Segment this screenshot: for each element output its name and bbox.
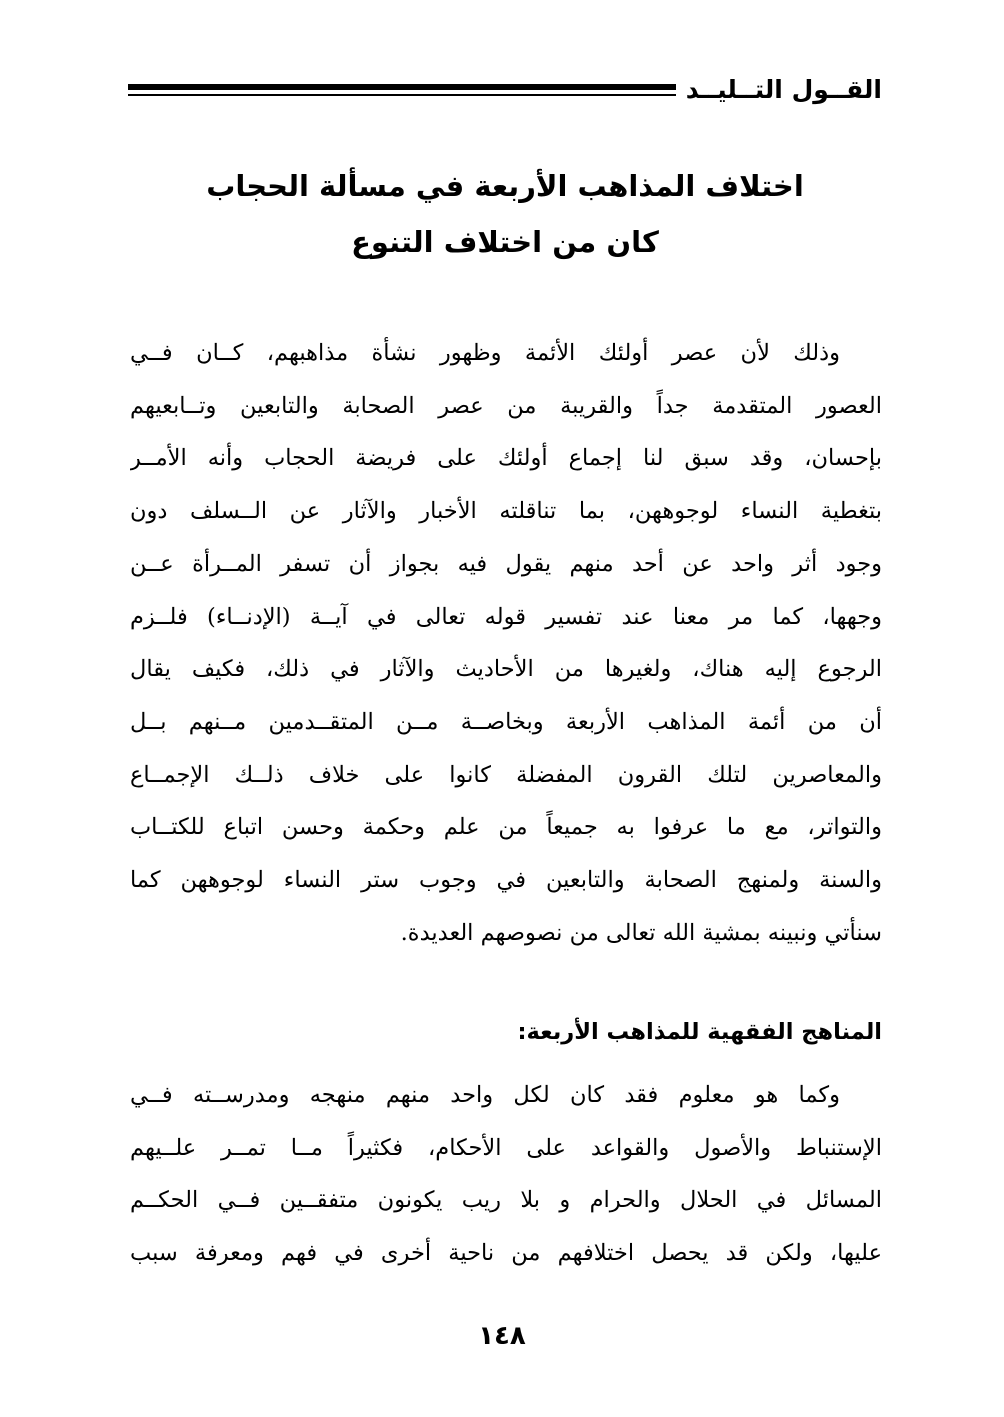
paragraph-line: والتواتر، مع ما عرفوا به جميعاً من علم وحكمة وحسن اتباع للكتــاب <box>130 814 882 841</box>
paragraph-line: الرجوع إليه هناك، ولغيرها من الأحاديث والآثار في ذلك، فكيف يقال <box>130 656 882 683</box>
running-title: القــول التــليــد <box>685 75 882 104</box>
chapter-title-line-1: اختلاف المذاهب الأربعة في مسألة الحجاب <box>206 169 804 203</box>
paragraph-line: وكما هو معلوم فقد كان لكل واحد منهم منهجه ومدرســته فــي <box>130 1082 840 1108</box>
header-rule-thick <box>128 84 676 90</box>
paragraph-line: وذلك لأن عصر أولئك الأئمة وظهور نشأة مذاهبهم، كــان فــي <box>130 340 840 366</box>
paragraph-line: وجود أثر واحد عن أحد منهم يقول فيه بجواز أن تسفر المــرأة عــن <box>130 550 882 577</box>
chapter-title <box>128 158 882 270</box>
paragraph-line: والمعاصرين لتلك القرون المفضلة كانوا على خلاف ذلــك الإجمــاع <box>130 761 882 788</box>
paragraph-line: الإستنباط والأصول والقواعد على الأحكام، فكثيراً مــا تمــر علــيهم <box>130 1134 882 1161</box>
chapter-title-line-2: كان من اختلاف التنوع <box>351 225 659 259</box>
paragraph-2 <box>130 1069 882 1280</box>
paragraph-line: المسائل في الحلال والحرام و بلا ريب يكونون متفقــين فــي الحكــم <box>130 1187 882 1214</box>
page-number: ١٤٨ <box>478 1321 526 1351</box>
paragraph-line: وجهها، كما مر معنا عند تفسير قوله تعالى في آيــة (الإدنــاء) فلــزم <box>130 603 882 630</box>
paragraph-line: أن من أئمة المذاهب الأربعة وبخاصــة مــن المتقــدمين مــنهم بــل <box>130 708 882 735</box>
header-rule-thin <box>128 94 676 96</box>
section-heading: المناهج الفقهية للمذاهب الأربعة: <box>517 1019 882 1045</box>
paragraph-line: العصور المتقدمة جداً والقريبة من عصر الصحابة والتابعين وتــابعيهم <box>130 392 882 419</box>
paragraph-line: بتغطية النساء لوجوههن، بما تناقلته الأخبار والآثار عن الــسلف دون <box>130 498 882 525</box>
running-header <box>128 72 882 112</box>
paragraph-line: عليها، ولكن قد يحصل اختلافهم من ناحية أخرى في فهم ومعرفة سبب <box>130 1240 882 1267</box>
paragraph-line: بإحسان، وقد سبق لنا إجماع أولئك على فريضة الحجاب وأنه الأمــر <box>130 445 882 472</box>
paragraph-line: سنأتي ونبينه بمشية الله تعالى من نصوصهم العديدة. <box>400 919 882 946</box>
paragraph-line: والسنة ولمنهج الصحابة والتابعين في وجوب ستر النساء لوجوههن كما <box>130 867 882 894</box>
paragraph-1 <box>130 327 882 959</box>
